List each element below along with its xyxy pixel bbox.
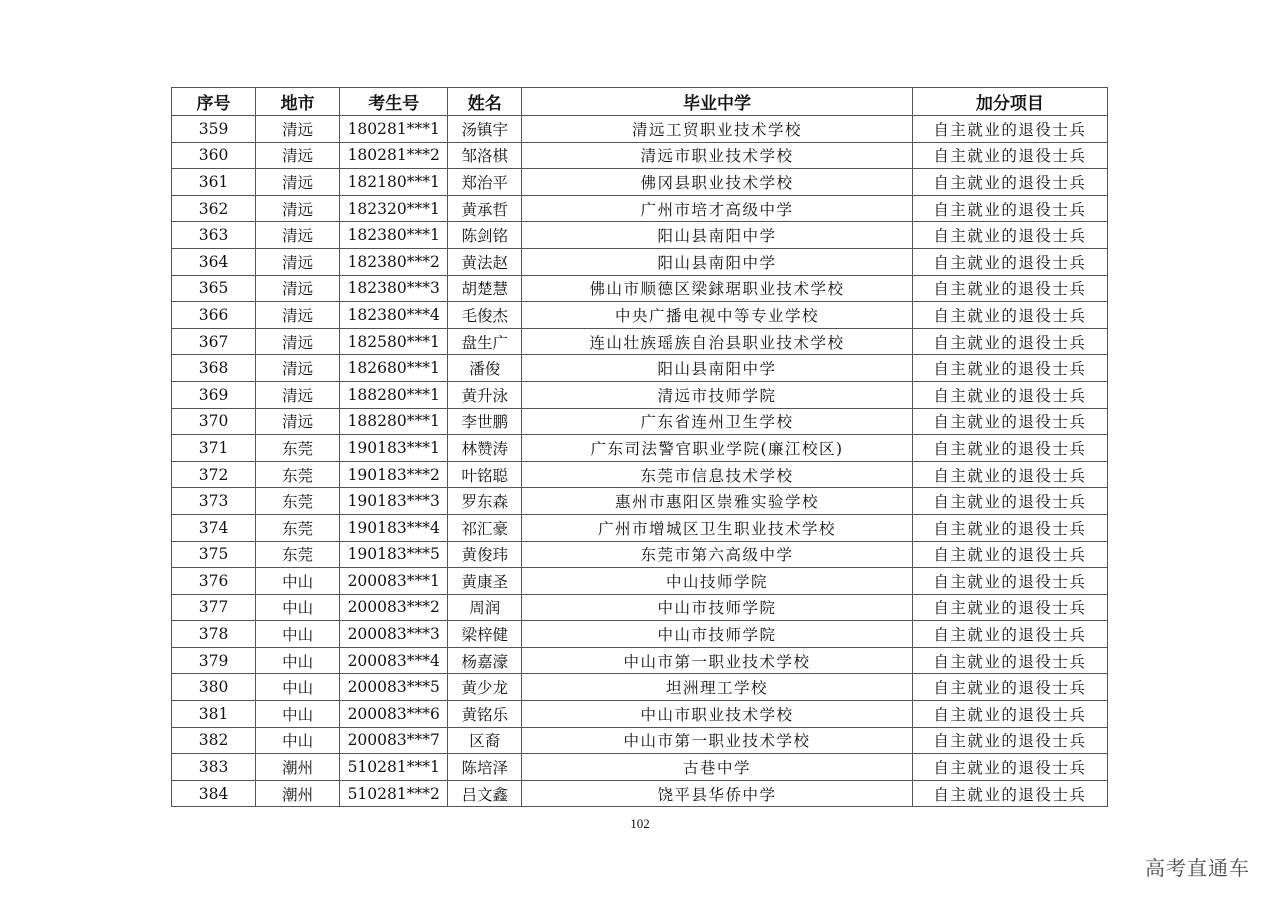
cell-seq: 378 — [172, 621, 256, 648]
cell-bonus: 自主就业的退役士兵 — [912, 541, 1107, 568]
cell-name: 郑治平 — [448, 169, 522, 196]
cell-name: 黄俊玮 — [448, 541, 522, 568]
cell-city: 清远 — [256, 408, 340, 435]
cell-name: 吕文鑫 — [448, 780, 522, 807]
table-row — [172, 594, 1108, 621]
cell-school: 惠州市惠阳区崇雅实验学校 — [522, 488, 912, 515]
header-row — [172, 88, 1108, 116]
cell-seq: 381 — [172, 701, 256, 728]
cell-city: 清远 — [256, 355, 340, 382]
cell-bonus: 自主就业的退役士兵 — [912, 701, 1107, 728]
cell-bonus: 自主就业的退役士兵 — [912, 222, 1107, 249]
cell-city: 清远 — [256, 116, 340, 143]
cell-exam-id: 182380***1 — [340, 222, 448, 249]
table-row — [172, 142, 1108, 169]
page-number: 102 — [630, 816, 650, 831]
cell-seq: 377 — [172, 594, 256, 621]
table-header — [172, 88, 1108, 116]
cell-seq: 375 — [172, 541, 256, 568]
cell-school: 广东司法警官职业学院(廉江校区) — [522, 435, 912, 462]
cell-seq: 360 — [172, 142, 256, 169]
cell-seq: 368 — [172, 355, 256, 382]
cell-city: 清远 — [256, 248, 340, 275]
table-row — [172, 754, 1108, 781]
cell-name: 陈培泽 — [448, 754, 522, 781]
cell-name: 林赞涛 — [448, 435, 522, 462]
cell-school: 广东省连州卫生学校 — [522, 408, 912, 435]
table-row — [172, 727, 1108, 754]
cell-bonus: 自主就业的退役士兵 — [912, 647, 1107, 674]
candidate-table — [171, 87, 1108, 807]
cell-name: 叶铭聪 — [448, 461, 522, 488]
cell-exam-id: 190183***5 — [340, 541, 448, 568]
table-row — [172, 514, 1108, 541]
cell-seq: 374 — [172, 514, 256, 541]
cell-exam-id: 182380***2 — [340, 248, 448, 275]
cell-exam-id: 182180***1 — [340, 169, 448, 196]
cell-name: 周润 — [448, 594, 522, 621]
cell-seq: 363 — [172, 222, 256, 249]
cell-name: 陈剑铭 — [448, 222, 522, 249]
cell-school: 阳山县南阳中学 — [522, 222, 912, 249]
cell-school: 佛冈县职业技术学校 — [522, 169, 912, 196]
cell-bonus: 自主就业的退役士兵 — [912, 381, 1107, 408]
cell-name: 罗东森 — [448, 488, 522, 515]
header-city: 地市 — [256, 88, 340, 116]
cell-city: 清远 — [256, 222, 340, 249]
cell-name: 祁汇豪 — [448, 514, 522, 541]
cell-exam-id: 180281***2 — [340, 142, 448, 169]
header-name: 姓名 — [448, 88, 522, 116]
cell-exam-id: 200083***3 — [340, 621, 448, 648]
cell-city: 清远 — [256, 302, 340, 329]
cell-name: 黄少龙 — [448, 674, 522, 701]
cell-city: 中山 — [256, 647, 340, 674]
cell-school: 中山市技师学院 — [522, 621, 912, 648]
cell-school: 清远工贸职业技术学校 — [522, 116, 912, 143]
cell-name: 汤镇宇 — [448, 116, 522, 143]
cell-city: 清远 — [256, 169, 340, 196]
cell-school: 佛山市顺德区梁銶琚职业技术学校 — [522, 275, 912, 302]
header-bonus: 加分项目 — [912, 88, 1107, 116]
cell-city: 东莞 — [256, 541, 340, 568]
cell-exam-id: 200083***1 — [340, 568, 448, 595]
cell-exam-id: 190183***3 — [340, 488, 448, 515]
cell-school: 中山市第一职业技术学校 — [522, 727, 912, 754]
cell-school: 东莞市信息技术学校 — [522, 461, 912, 488]
table-row — [172, 195, 1108, 222]
cell-school: 广州市培才高级中学 — [522, 195, 912, 222]
cell-city: 中山 — [256, 674, 340, 701]
cell-bonus: 自主就业的退役士兵 — [912, 328, 1107, 355]
table-row — [172, 568, 1108, 595]
cell-exam-id: 182320***1 — [340, 195, 448, 222]
table-row — [172, 248, 1108, 275]
cell-exam-id: 200083***4 — [340, 647, 448, 674]
table-row — [172, 275, 1108, 302]
cell-school: 中山市技师学院 — [522, 594, 912, 621]
cell-seq: 359 — [172, 116, 256, 143]
table-row — [172, 222, 1108, 249]
cell-seq: 364 — [172, 248, 256, 275]
cell-bonus: 自主就业的退役士兵 — [912, 116, 1107, 143]
table-row — [172, 435, 1108, 462]
cell-exam-id: 182580***1 — [340, 328, 448, 355]
cell-bonus: 自主就业的退役士兵 — [912, 461, 1107, 488]
cell-exam-id: 182680***1 — [340, 355, 448, 382]
cell-bonus: 自主就业的退役士兵 — [912, 169, 1107, 196]
table-row — [172, 116, 1108, 143]
cell-exam-id: 190183***2 — [340, 461, 448, 488]
cell-seq: 361 — [172, 169, 256, 196]
cell-city: 潮州 — [256, 780, 340, 807]
cell-bonus: 自主就业的退役士兵 — [912, 514, 1107, 541]
cell-exam-id: 188280***1 — [340, 408, 448, 435]
cell-school: 中山技师学院 — [522, 568, 912, 595]
cell-exam-id: 510281***1 — [340, 754, 448, 781]
cell-seq: 370 — [172, 408, 256, 435]
cell-name: 潘俊 — [448, 355, 522, 382]
cell-school: 连山壮族瑶族自治县职业技术学校 — [522, 328, 912, 355]
cell-exam-id: 190183***1 — [340, 435, 448, 462]
cell-school: 东莞市第六高级中学 — [522, 541, 912, 568]
cell-seq: 382 — [172, 727, 256, 754]
cell-school: 中央广播电视中等专业学校 — [522, 302, 912, 329]
cell-school: 清远市职业技术学校 — [522, 142, 912, 169]
cell-seq: 365 — [172, 275, 256, 302]
cell-exam-id: 188280***1 — [340, 381, 448, 408]
cell-city: 东莞 — [256, 461, 340, 488]
table-row — [172, 488, 1108, 515]
table-row — [172, 355, 1108, 382]
table-row — [172, 701, 1108, 728]
cell-school: 清远市技师学院 — [522, 381, 912, 408]
cell-name: 盘生广 — [448, 328, 522, 355]
table-row — [172, 169, 1108, 196]
table-row — [172, 780, 1108, 807]
cell-school: 中山市第一职业技术学校 — [522, 647, 912, 674]
cell-school: 古巷中学 — [522, 754, 912, 781]
cell-seq: 384 — [172, 780, 256, 807]
cell-exam-id: 200083***2 — [340, 594, 448, 621]
cell-name: 邹洛棋 — [448, 142, 522, 169]
cell-city: 清远 — [256, 195, 340, 222]
cell-bonus: 自主就业的退役士兵 — [912, 435, 1107, 462]
cell-bonus: 自主就业的退役士兵 — [912, 621, 1107, 648]
cell-seq: 366 — [172, 302, 256, 329]
header-school: 毕业中学 — [522, 88, 912, 116]
cell-school: 广州市增城区卫生职业技术学校 — [522, 514, 912, 541]
cell-bonus: 自主就业的退役士兵 — [912, 488, 1107, 515]
cell-school: 阳山县南阳中学 — [522, 248, 912, 275]
cell-seq: 369 — [172, 381, 256, 408]
cell-city: 东莞 — [256, 514, 340, 541]
cell-bonus: 自主就业的退役士兵 — [912, 568, 1107, 595]
cell-seq: 379 — [172, 647, 256, 674]
cell-exam-id: 182380***4 — [340, 302, 448, 329]
table-body — [172, 116, 1108, 807]
cell-exam-id: 190183***4 — [340, 514, 448, 541]
cell-bonus: 自主就业的退役士兵 — [912, 594, 1107, 621]
cell-exam-id: 200083***5 — [340, 674, 448, 701]
cell-bonus: 自主就业的退役士兵 — [912, 754, 1107, 781]
cell-seq: 376 — [172, 568, 256, 595]
cell-exam-id: 182380***3 — [340, 275, 448, 302]
cell-exam-id: 180281***1 — [340, 116, 448, 143]
table-row — [172, 674, 1108, 701]
cell-bonus: 自主就业的退役士兵 — [912, 248, 1107, 275]
cell-seq: 372 — [172, 461, 256, 488]
cell-seq: 383 — [172, 754, 256, 781]
cell-seq: 380 — [172, 674, 256, 701]
cell-name: 李世鹏 — [448, 408, 522, 435]
cell-bonus: 自主就业的退役士兵 — [912, 302, 1107, 329]
cell-city: 中山 — [256, 621, 340, 648]
cell-city: 中山 — [256, 594, 340, 621]
table-row — [172, 328, 1108, 355]
cell-city: 清远 — [256, 142, 340, 169]
cell-seq: 373 — [172, 488, 256, 515]
cell-name: 黄康圣 — [448, 568, 522, 595]
cell-bonus: 自主就业的退役士兵 — [912, 355, 1107, 382]
cell-bonus: 自主就业的退役士兵 — [912, 142, 1107, 169]
cell-city: 东莞 — [256, 435, 340, 462]
cell-city: 中山 — [256, 568, 340, 595]
watermark-logo-text: 高考直通车 — [1145, 856, 1250, 880]
table-row — [172, 621, 1108, 648]
table-row — [172, 408, 1108, 435]
cell-city: 清远 — [256, 381, 340, 408]
cell-school: 中山市职业技术学校 — [522, 701, 912, 728]
cell-exam-id: 200083***7 — [340, 727, 448, 754]
cell-name: 黄升泳 — [448, 381, 522, 408]
table-row — [172, 381, 1108, 408]
cell-exam-id: 510281***2 — [340, 780, 448, 807]
cell-name: 梁梓健 — [448, 621, 522, 648]
cell-name: 毛俊杰 — [448, 302, 522, 329]
cell-city: 中山 — [256, 701, 340, 728]
header-seq: 序号 — [172, 88, 256, 116]
cell-school: 饶平县华侨中学 — [522, 780, 912, 807]
cell-exam-id: 200083***6 — [340, 701, 448, 728]
cell-bonus: 自主就业的退役士兵 — [912, 780, 1107, 807]
header-exam-id: 考生号 — [340, 88, 448, 116]
cell-bonus: 自主就业的退役士兵 — [912, 195, 1107, 222]
cell-city: 东莞 — [256, 488, 340, 515]
cell-city: 清远 — [256, 275, 340, 302]
table-row — [172, 647, 1108, 674]
cell-bonus: 自主就业的退役士兵 — [912, 275, 1107, 302]
cell-name: 胡楚慧 — [448, 275, 522, 302]
table-row — [172, 302, 1108, 329]
cell-name: 区裔 — [448, 727, 522, 754]
cell-name: 杨嘉濠 — [448, 647, 522, 674]
cell-bonus: 自主就业的退役士兵 — [912, 674, 1107, 701]
cell-seq: 371 — [172, 435, 256, 462]
cell-school: 坦洲理工学校 — [522, 674, 912, 701]
cell-name: 黄法赵 — [448, 248, 522, 275]
table-row — [172, 461, 1108, 488]
cell-city: 清远 — [256, 328, 340, 355]
table-row — [172, 541, 1108, 568]
cell-seq: 362 — [172, 195, 256, 222]
cell-city: 中山 — [256, 727, 340, 754]
cell-bonus: 自主就业的退役士兵 — [912, 727, 1107, 754]
cell-seq: 367 — [172, 328, 256, 355]
cell-bonus: 自主就业的退役士兵 — [912, 408, 1107, 435]
cell-name: 黄承哲 — [448, 195, 522, 222]
cell-school: 阳山县南阳中学 — [522, 355, 912, 382]
cell-name: 黄铭乐 — [448, 701, 522, 728]
cell-city: 潮州 — [256, 754, 340, 781]
